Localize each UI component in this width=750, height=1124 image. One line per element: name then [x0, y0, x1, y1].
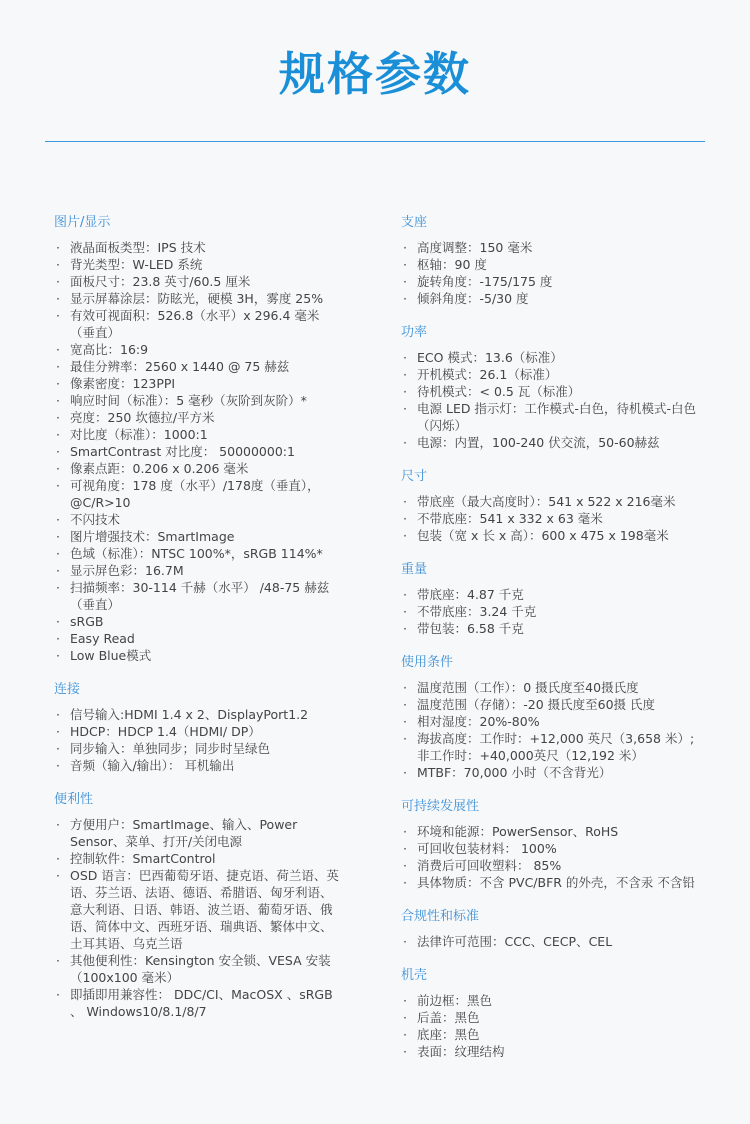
spec-item: · 带底座：4.87 千克 — [401, 586, 701, 603]
spec-item: · 枢轴：90 度 — [401, 256, 701, 273]
section-title: 可持续发展性 — [401, 799, 480, 814]
spec-item: · 环境和能源：PowerSensor、RoHS — [401, 823, 701, 840]
section-title: 机壳 — [401, 968, 428, 983]
spec-item: · 不带底座：3.24 千克 — [401, 603, 701, 620]
spec-section — [401, 468, 701, 544]
spec-item: · 有效可视面积：526.8（水平）x 296.4 毫米（垂直） — [54, 307, 339, 341]
spec-item: · 消费后可回收塑料： 85% — [401, 857, 701, 874]
spec-item: · 电源 LED 指示灯：工作模式-白色，待机模式-白色（闪烁） — [401, 400, 701, 434]
spec-item: · 背光类型：W-LED 系统 — [54, 256, 339, 273]
spec-item: · 倾斜角度：-5/30 度 — [401, 290, 701, 307]
spec-item: · 表面：纹理结构 — [401, 1043, 701, 1060]
spec-item: · 扫描频率：30-114 千赫（水平） /48-75 赫兹（垂直） — [54, 579, 339, 613]
spec-item: · 面板尺寸：23.8 英寸/60.5 厘米 — [54, 273, 339, 290]
spec-item: · sRGB — [54, 613, 339, 630]
spec-item: · 色域（标准）：NTSC 100%*，sRGB 114%* — [54, 545, 339, 562]
spec-item: · 前边框：黑色 — [401, 992, 701, 1009]
spec-list — [401, 933, 701, 950]
spec-section — [401, 654, 701, 781]
spec-item: · 控制软件：SmartControl — [54, 850, 339, 867]
spec-item: · SmartContrast 对比度： 50000000:1 — [54, 443, 339, 460]
section-title: 使用条件 — [401, 655, 454, 670]
spec-section — [401, 908, 701, 950]
spec-item: · 其他便利性：Kensington 安全锁、VESA 安装（100x100 毫米） — [54, 952, 339, 986]
spec-item: · 图片增强技术：SmartImage — [54, 528, 339, 545]
spec-section — [54, 791, 339, 1020]
spec-section — [401, 561, 701, 637]
spec-item: · 不闪技术 — [54, 511, 339, 528]
spec-item: · 带底座（最大高度时）：541 x 522 x 216毫米 — [401, 493, 701, 510]
spec-item: · 显示屏色彩：16.7M — [54, 562, 339, 579]
spec-item: · 方便用户：SmartImage、输入、Power Sensor、菜单、打开/关闭电源 — [54, 816, 339, 850]
page-title: 规格参数 — [279, 47, 471, 101]
spec-item: · ECO 模式：13.6（标准） — [401, 349, 701, 366]
section-title: 尺寸 — [401, 469, 428, 484]
spec-item: · 响应时间（标准）：5 毫秒（灰阶到灰阶）* — [54, 392, 339, 409]
spec-item: · 可回收包装材料： 100% — [401, 840, 701, 857]
spec-list — [401, 679, 701, 781]
spec-list — [401, 239, 701, 307]
spec-item: · 可视角度：178 度（水平）/178度（垂直），@C/R>10 — [54, 477, 339, 511]
spec-item: · 同步输入：单独同步；同步时呈绿色 — [54, 740, 339, 757]
spec-item: · 对比度（标准）：1000:1 — [54, 426, 339, 443]
spec-item: · 高度调整：150 毫米 — [401, 239, 701, 256]
spec-list — [401, 823, 701, 891]
spec-item: · 温度范围（存储）：-20 摄氏度至60摄 氏度 — [401, 696, 701, 713]
spec-section — [401, 967, 701, 1060]
spec-item: · OSD 语言：巴西葡萄牙语、捷克语、荷兰语、英语、芬兰语、法语、德语、希腊语、匈牙利语、意大利语、日语、韩语、波兰语、葡萄牙语、俄语、简体中文、西班牙语、瑞典语、繁体中文、土耳其语、乌克兰语 — [54, 867, 339, 952]
spec-item: · 音频（输入/输出）： 耳机输出 — [54, 757, 339, 774]
spec-list — [401, 349, 701, 451]
spec-item: · 旋转角度：-175/175 度 — [401, 273, 701, 290]
spec-item: · 亮度：250 坎德拉/平方米 — [54, 409, 339, 426]
spec-item: · MTBF：70,000 小时（不含背光） — [401, 764, 701, 781]
spec-item: · HDCP：HDCP 1.4（HDMI/ DP） — [54, 723, 339, 740]
spec-item: · Easy Read — [54, 630, 339, 647]
spec-item: · 即插即用兼容性： DDC/CI、MacOSX 、sRGB 、 Windows10/8.1/8/7 — [54, 986, 339, 1020]
spec-item: · 带包装：6.58 千克 — [401, 620, 701, 637]
spec-item: · 待机模式：< 0.5 瓦（标准） — [401, 383, 701, 400]
spec-item: · 像素密度：123PPI — [54, 375, 339, 392]
spec-section — [54, 681, 339, 774]
spec-item: · 宽高比：16:9 — [54, 341, 339, 358]
spec-list — [54, 239, 339, 664]
spec-item: · 温度范围（工作）：0 摄氏度至40摄氏度 — [401, 679, 701, 696]
spec-item: · 开机模式：26.1（标准） — [401, 366, 701, 383]
spec-item: · 相对湿度：20%-80% — [401, 713, 701, 730]
spec-item: · 最佳分辨率：2560 x 1440 @ 75 赫兹 — [54, 358, 339, 375]
spec-item: · 海拔高度：工作时：+12,000 英尺（3,658 米）;非工作时：+40,000英尺（12,192 米） — [401, 730, 701, 764]
spec-item: · 电源：内置，100-240 伏交流，50-60赫兹 — [401, 434, 701, 451]
spec-item: · 具体物质：不含 PVC/BFR 的外壳，不含汞 不含铅 — [401, 874, 701, 891]
spec-item: · 信号输入:HDMI 1.4 x 2、DisplayPort1.2 — [54, 706, 339, 723]
spec-list — [54, 706, 339, 774]
spec-section — [401, 798, 701, 891]
spec-item: · 底座：黑色 — [401, 1026, 701, 1043]
spec-list — [401, 493, 701, 544]
section-title: 连接 — [54, 682, 81, 697]
section-title: 重量 — [401, 562, 428, 577]
spec-section — [54, 214, 339, 664]
section-title: 合规性和标准 — [401, 909, 480, 924]
spec-section — [401, 324, 701, 451]
spec-item: · Low Blue模式 — [54, 647, 339, 664]
spec-item: · 像素点距：0.206 x 0.206 毫米 — [54, 460, 339, 477]
spec-list — [401, 992, 701, 1060]
spec-item: · 法律许可范围：CCC、CECP、CEL — [401, 933, 701, 950]
left-column — [54, 214, 339, 1037]
spec-item: · 液晶面板类型：IPS 技术 — [54, 239, 339, 256]
spec-section — [401, 214, 701, 307]
section-title: 功率 — [401, 325, 428, 340]
title-divider — [45, 141, 705, 142]
spec-list — [54, 816, 339, 1020]
section-title: 便利性 — [54, 792, 94, 807]
right-column — [401, 214, 701, 1077]
spec-item: · 包装（宽 x 长 x 高）：600 x 475 x 198毫米 — [401, 527, 701, 544]
section-title: 支座 — [401, 215, 428, 230]
section-title: 图片/显示 — [54, 215, 111, 230]
spec-item: · 后盖：黑色 — [401, 1009, 701, 1026]
spec-item: · 不带底座：541 x 332 x 63 毫米 — [401, 510, 701, 527]
spec-item: · 显示屏幕涂层：防眩光，硬模 3H，雾度 25% — [54, 290, 339, 307]
spec-list — [401, 586, 701, 637]
